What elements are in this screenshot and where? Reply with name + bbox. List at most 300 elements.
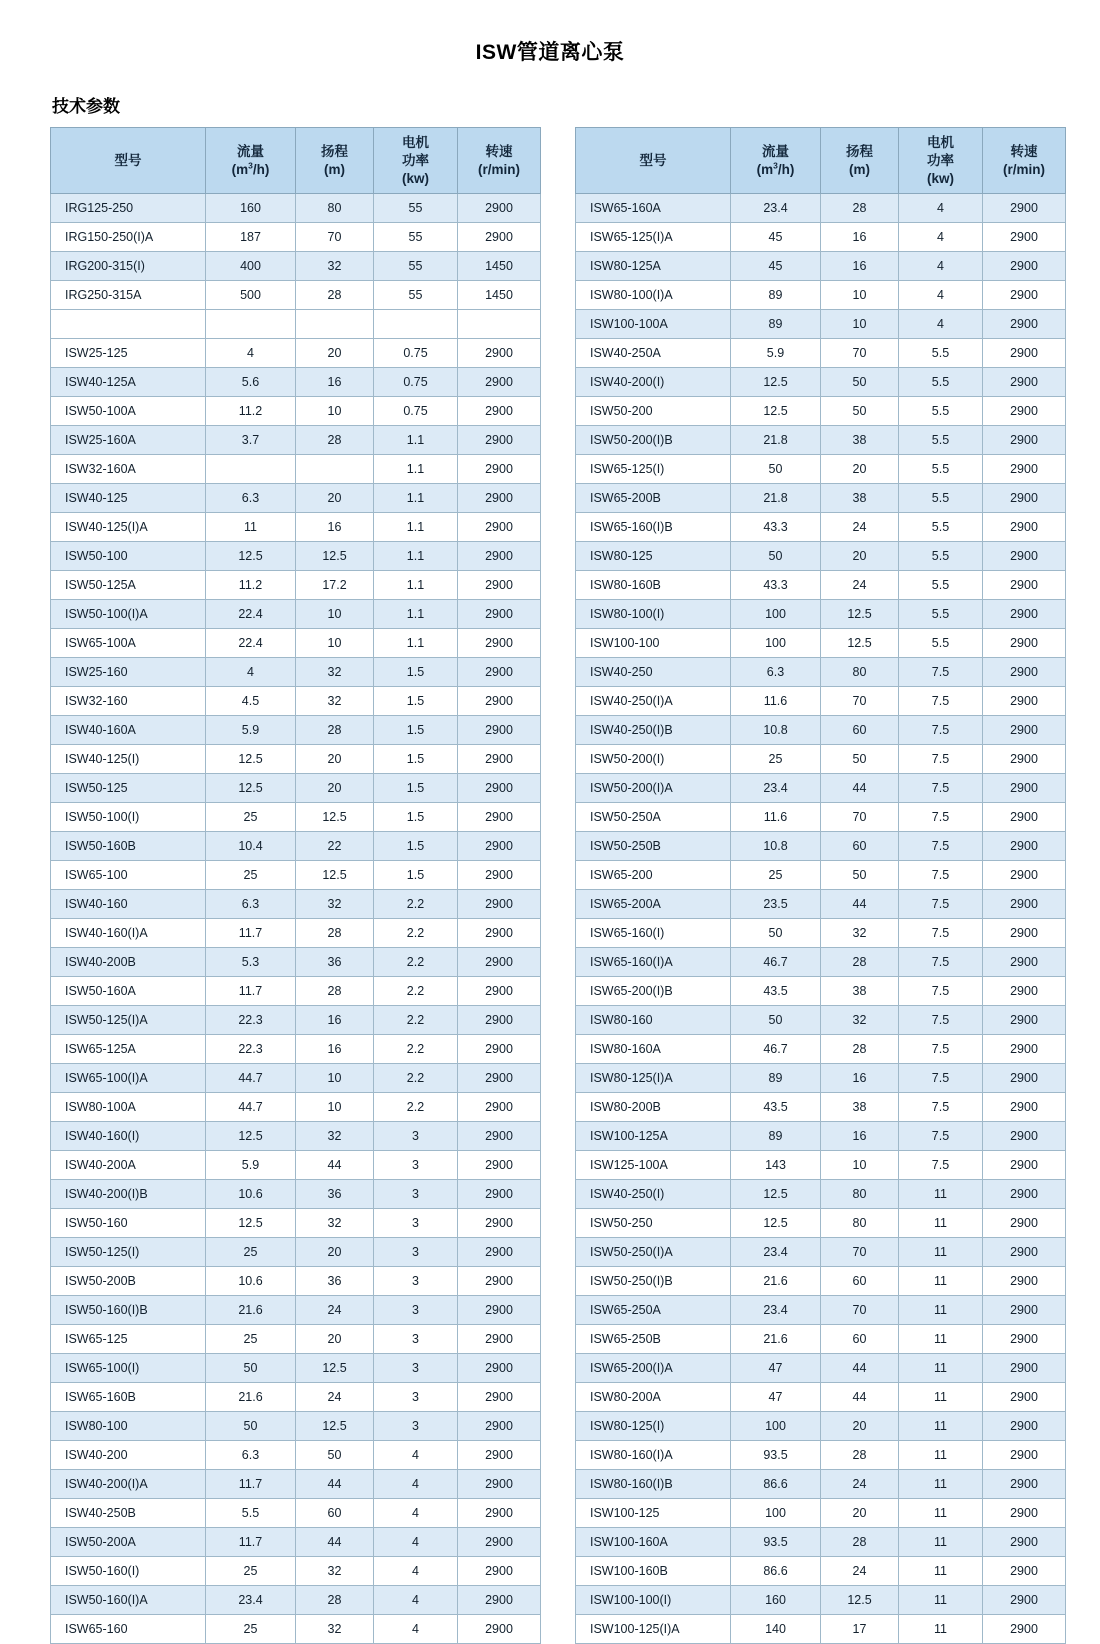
cell-flow: 86.6	[731, 1557, 821, 1586]
cell-model: ISW50-200(I)A	[576, 774, 731, 803]
speed-label-line2: (r/min)	[1003, 161, 1045, 177]
cell-model: ISW50-250B	[576, 832, 731, 861]
cell-head: 28	[821, 1528, 899, 1557]
cell-model: ISW40-250(I)B	[576, 716, 731, 745]
cell-head: 16	[821, 1064, 899, 1093]
cell-speed: 2900	[983, 194, 1066, 223]
cell-head: 70	[296, 223, 374, 252]
cell-power: 1.5	[374, 745, 458, 774]
table-row	[576, 803, 1066, 832]
cell-head: 36	[296, 948, 374, 977]
cell-model: ISW50-125(I)A	[51, 1006, 206, 1035]
cell-power: 1.1	[374, 629, 458, 658]
cell-flow: 12.5	[731, 397, 821, 426]
table-row	[576, 1528, 1066, 1557]
cell-flow: 43.5	[731, 977, 821, 1006]
power-label-line1: 电机	[927, 135, 954, 150]
cell-power: 7.5	[899, 948, 983, 977]
table-row	[576, 687, 1066, 716]
cell-speed: 2900	[983, 948, 1066, 977]
cell-power: 11	[899, 1180, 983, 1209]
table-row	[576, 281, 1066, 310]
cell-power: 4	[899, 194, 983, 223]
cell-model: ISW100-125(I)A	[576, 1615, 731, 1644]
cell-speed: 1450	[458, 252, 541, 281]
cell-head: 20	[821, 455, 899, 484]
cell-flow: 25	[206, 1238, 296, 1267]
cell-power: 0.75	[374, 339, 458, 368]
cell-flow: 3.7	[206, 426, 296, 455]
table-row	[51, 513, 541, 542]
table-row	[51, 1151, 541, 1180]
column-header-model: 型号	[51, 128, 206, 194]
column-header-head	[296, 128, 374, 194]
table-row	[576, 368, 1066, 397]
cell-flow: 5.9	[206, 716, 296, 745]
cell-speed: 2900	[983, 977, 1066, 1006]
cell-model: ISW80-200A	[576, 1383, 731, 1412]
cell-model: ISW40-200(I)B	[51, 1180, 206, 1209]
cell-model: ISW65-200	[576, 861, 731, 890]
cell-flow: 5.3	[206, 948, 296, 977]
cell-model: ISW50-200	[576, 397, 731, 426]
table-row	[51, 223, 541, 252]
cell-power: 1.5	[374, 861, 458, 890]
cell-speed: 2900	[458, 919, 541, 948]
table-row	[51, 890, 541, 919]
cell-flow: 44.7	[206, 1093, 296, 1122]
speed-label-line1: 转速	[1010, 143, 1038, 159]
cell-speed: 2900	[983, 774, 1066, 803]
cell-flow: 21.8	[731, 484, 821, 513]
table-row	[576, 1412, 1066, 1441]
cell-power: 7.5	[899, 1122, 983, 1151]
cell-model: ISW80-100A	[51, 1093, 206, 1122]
cell-head: 28	[296, 281, 374, 310]
cell-power	[374, 310, 458, 339]
cell-flow: 22.4	[206, 629, 296, 658]
cell-power: 2.2	[374, 1035, 458, 1064]
cell-speed: 2900	[983, 1615, 1066, 1644]
cell-flow: 46.7	[731, 948, 821, 977]
table-row	[576, 629, 1066, 658]
cell-speed: 2900	[983, 890, 1066, 919]
flow-label-line1: 流量	[762, 143, 789, 159]
cell-speed: 2900	[458, 1354, 541, 1383]
cell-speed: 2900	[983, 484, 1066, 513]
cell-flow: 25	[206, 861, 296, 890]
cell-speed: 2900	[983, 368, 1066, 397]
cell-speed: 2900	[458, 1122, 541, 1151]
table-row	[51, 1354, 541, 1383]
cell-head: 80	[296, 194, 374, 223]
cell-flow: 5.6	[206, 368, 296, 397]
table-row	[576, 1267, 1066, 1296]
cell-head: 50	[821, 397, 899, 426]
cell-flow: 6.3	[206, 484, 296, 513]
table-row	[576, 1093, 1066, 1122]
cell-power: 11	[899, 1470, 983, 1499]
cell-head: 10	[296, 600, 374, 629]
cell-model: ISW40-160(I)	[51, 1122, 206, 1151]
table-row	[576, 1499, 1066, 1528]
cell-power: 1.1	[374, 542, 458, 571]
cell-head: 20	[296, 774, 374, 803]
cell-model: ISW50-160(I)A	[51, 1586, 206, 1615]
cell-flow: 100	[731, 1412, 821, 1441]
cell-power: 11	[899, 1499, 983, 1528]
cell-model: IRG200-315(I)	[51, 252, 206, 281]
table-row	[51, 832, 541, 861]
table-row	[576, 1615, 1066, 1644]
cell-flow: 43.3	[731, 571, 821, 600]
cell-model: ISW100-100(I)	[576, 1586, 731, 1615]
cell-model: ISW65-250A	[576, 1296, 731, 1325]
table-row	[576, 977, 1066, 1006]
cell-model: ISW50-250(I)A	[576, 1238, 731, 1267]
cell-flow: 50	[731, 1006, 821, 1035]
cell-flow: 46.7	[731, 1035, 821, 1064]
cell-model: ISW125-100A	[576, 1151, 731, 1180]
cell-speed: 2900	[458, 1557, 541, 1586]
table-row	[576, 1209, 1066, 1238]
cell-speed: 2900	[458, 513, 541, 542]
cell-model: ISW50-250A	[576, 803, 731, 832]
cell-model: ISW65-100A	[51, 629, 206, 658]
table-row	[576, 1441, 1066, 1470]
cell-flow: 25	[731, 745, 821, 774]
cell-flow: 6.3	[206, 1441, 296, 1470]
table-row	[576, 1006, 1066, 1035]
cell-speed: 2900	[458, 194, 541, 223]
cell-model: ISW40-160(I)A	[51, 919, 206, 948]
cell-model: ISW65-125A	[51, 1035, 206, 1064]
cell-head: 70	[821, 1238, 899, 1267]
cell-flow: 93.5	[731, 1528, 821, 1557]
table-row	[576, 600, 1066, 629]
cell-speed: 2900	[458, 397, 541, 426]
cell-power: 7.5	[899, 919, 983, 948]
cell-power: 11	[899, 1238, 983, 1267]
cell-flow: 50	[206, 1354, 296, 1383]
table-row	[576, 542, 1066, 571]
cell-flow: 12.5	[206, 745, 296, 774]
cell-model: ISW100-160B	[576, 1557, 731, 1586]
cell-model: ISW25-125	[51, 339, 206, 368]
cell-head: 36	[296, 1267, 374, 1296]
cell-speed: 2900	[983, 513, 1066, 542]
cell-speed: 2900	[458, 774, 541, 803]
cell-flow: 11.7	[206, 977, 296, 1006]
cell-power: 3	[374, 1238, 458, 1267]
cell-power: 11	[899, 1325, 983, 1354]
cell-model: ISW65-125(I)	[576, 455, 731, 484]
cell-model	[51, 310, 206, 339]
table-row	[51, 977, 541, 1006]
table-row	[576, 832, 1066, 861]
cell-head: 60	[821, 832, 899, 861]
cell-model: ISW50-160A	[51, 977, 206, 1006]
table-row	[576, 1180, 1066, 1209]
cell-speed: 2900	[983, 1064, 1066, 1093]
cell-model: ISW80-160A	[576, 1035, 731, 1064]
flow-label-line2: $(m^3/h)$	[231, 160, 270, 177]
table-row	[51, 1122, 541, 1151]
cell-head: 38	[821, 426, 899, 455]
table-row	[51, 1180, 541, 1209]
cell-head: 44	[821, 774, 899, 803]
cell-model: ISW80-100(I)A	[576, 281, 731, 310]
cell-speed: 2900	[458, 571, 541, 600]
table-row	[576, 716, 1066, 745]
cell-speed: 2900	[983, 455, 1066, 484]
cell-head: 16	[296, 368, 374, 397]
cell-head: 16	[821, 252, 899, 281]
spec-table-left	[50, 127, 541, 1644]
cell-model: ISW40-250B	[51, 1499, 206, 1528]
cell-power: 55	[374, 223, 458, 252]
cell-flow: 22.3	[206, 1035, 296, 1064]
cell-model: ISW40-160	[51, 890, 206, 919]
cell-model: ISW50-100A	[51, 397, 206, 426]
cell-speed	[458, 310, 541, 339]
cell-speed: 2900	[458, 1267, 541, 1296]
table-row	[576, 1296, 1066, 1325]
cell-power: 11	[899, 1441, 983, 1470]
cell-model: ISW40-200A	[51, 1151, 206, 1180]
cell-head: 10	[296, 629, 374, 658]
cell-head: 80	[821, 658, 899, 687]
cell-flow: 4	[206, 339, 296, 368]
cell-head: 60	[821, 1325, 899, 1354]
table-row	[576, 339, 1066, 368]
cell-head: 22	[296, 832, 374, 861]
cell-power: 55	[374, 281, 458, 310]
cell-head: 32	[821, 919, 899, 948]
cell-model: ISW65-160B	[51, 1383, 206, 1412]
cell-power: 1.5	[374, 687, 458, 716]
cell-head: 12.5	[821, 600, 899, 629]
flow-label-line1: 流量	[237, 143, 264, 159]
cell-speed: 2900	[458, 890, 541, 919]
cell-head: 10	[296, 1064, 374, 1093]
cell-flow: 23.4	[731, 774, 821, 803]
cell-flow: 5.9	[206, 1151, 296, 1180]
cell-power: 11	[899, 1209, 983, 1238]
cell-power: 3	[374, 1180, 458, 1209]
table-row	[51, 455, 541, 484]
cell-model: ISW65-160(I)A	[576, 948, 731, 977]
table-row	[576, 919, 1066, 948]
cell-speed: 2900	[983, 1296, 1066, 1325]
table-row-spacer	[51, 310, 541, 339]
cell-model: ISW25-160	[51, 658, 206, 687]
cell-speed: 2900	[983, 919, 1066, 948]
cell-model: ISW40-250A	[576, 339, 731, 368]
cell-flow: 12.5	[731, 1209, 821, 1238]
table-row	[51, 948, 541, 977]
cell-speed: 2900	[458, 861, 541, 890]
cell-flow: 12.5	[206, 774, 296, 803]
cell-model: ISW40-125	[51, 484, 206, 513]
cell-power: 2.2	[374, 1093, 458, 1122]
cell-head: 24	[821, 571, 899, 600]
cell-model: ISW50-250(I)B	[576, 1267, 731, 1296]
cell-power: 4	[374, 1528, 458, 1557]
cell-model: ISW40-200(I)	[576, 368, 731, 397]
cell-model: ISW32-160	[51, 687, 206, 716]
cell-model: ISW40-200(I)A	[51, 1470, 206, 1499]
cell-model: ISW50-100(I)	[51, 803, 206, 832]
cell-speed: 2900	[458, 1035, 541, 1064]
cell-power: 7.5	[899, 832, 983, 861]
cell-flow: 43.5	[731, 1093, 821, 1122]
cell-speed: 2900	[983, 1354, 1066, 1383]
head-label-line2: (m)	[324, 161, 345, 177]
cell-head: 12.5	[296, 1354, 374, 1383]
cell-flow: 21.6	[731, 1325, 821, 1354]
cell-speed: 2900	[458, 1383, 541, 1412]
cell-flow: 89	[731, 281, 821, 310]
head-label-line2: (m)	[849, 161, 870, 177]
cell-head: 28	[296, 1586, 374, 1615]
cell-power: 1.5	[374, 774, 458, 803]
cell-power: 11	[899, 1615, 983, 1644]
cell-speed: 2900	[458, 1441, 541, 1470]
table-header-left	[51, 128, 541, 194]
table-row	[51, 1325, 541, 1354]
cell-flow: 10.8	[731, 832, 821, 861]
cell-head: 80	[821, 1209, 899, 1238]
cell-power: 11	[899, 1354, 983, 1383]
cell-head: 44	[296, 1151, 374, 1180]
cell-flow: 89	[731, 310, 821, 339]
cell-speed: 2900	[983, 1499, 1066, 1528]
table-row	[51, 1470, 541, 1499]
cell-speed: 2900	[983, 397, 1066, 426]
cell-power: 4	[374, 1615, 458, 1644]
cell-power: 1.1	[374, 484, 458, 513]
cell-speed: 2900	[983, 1180, 1066, 1209]
cell-model: ISW80-125	[576, 542, 731, 571]
cell-flow: 47	[731, 1354, 821, 1383]
cell-head: 17.2	[296, 571, 374, 600]
cell-power: 4	[374, 1470, 458, 1499]
cell-power: 3	[374, 1412, 458, 1441]
cell-speed: 2900	[458, 1470, 541, 1499]
cell-speed: 2900	[458, 1325, 541, 1354]
cell-flow: 23.4	[731, 194, 821, 223]
cell-flow: 86.6	[731, 1470, 821, 1499]
table-body-right	[576, 194, 1066, 1644]
cell-speed: 2900	[983, 571, 1066, 600]
cell-head: 50	[821, 861, 899, 890]
cell-head: 60	[296, 1499, 374, 1528]
table-row	[576, 513, 1066, 542]
table-row	[51, 194, 541, 223]
table-row	[51, 745, 541, 774]
cell-flow: 11.6	[731, 803, 821, 832]
cell-flow: 12.5	[206, 1209, 296, 1238]
cell-head: 32	[296, 1209, 374, 1238]
table-row	[576, 426, 1066, 455]
cell-power: 3	[374, 1354, 458, 1383]
cell-head: 12.5	[821, 629, 899, 658]
cell-power: 1.1	[374, 455, 458, 484]
cell-power: 7.5	[899, 716, 983, 745]
table-header-right	[576, 128, 1066, 194]
cell-model: ISW80-100(I)	[576, 600, 731, 629]
cell-speed: 2900	[458, 426, 541, 455]
speed-label-line1: 转速	[485, 143, 513, 159]
cell-speed: 2900	[983, 252, 1066, 281]
cell-power: 1.1	[374, 571, 458, 600]
cell-flow: 21.8	[731, 426, 821, 455]
cell-head: 16	[821, 223, 899, 252]
cell-head: 20	[296, 745, 374, 774]
cell-power: 7.5	[899, 890, 983, 919]
cell-head: 44	[296, 1528, 374, 1557]
table-row	[576, 774, 1066, 803]
cell-flow: 5.5	[206, 1499, 296, 1528]
cell-model: ISW50-250	[576, 1209, 731, 1238]
power-label-line2: 功率	[927, 152, 954, 168]
cell-model: ISW50-100(I)A	[51, 600, 206, 629]
cell-speed: 2900	[983, 1557, 1066, 1586]
table-row	[51, 1586, 541, 1615]
cell-head: 12.5	[296, 803, 374, 832]
cell-speed: 2900	[458, 600, 541, 629]
cell-power: 0.75	[374, 368, 458, 397]
cell-model: ISW40-160A	[51, 716, 206, 745]
cell-flow: 44.7	[206, 1064, 296, 1093]
cell-power: 7.5	[899, 1006, 983, 1035]
cell-power: 2.2	[374, 948, 458, 977]
cell-power: 7.5	[899, 774, 983, 803]
cell-speed: 2900	[983, 1383, 1066, 1412]
cell-power: 5.5	[899, 455, 983, 484]
cell-power: 1.5	[374, 803, 458, 832]
cell-speed: 2900	[458, 1586, 541, 1615]
cell-speed: 2900	[458, 1006, 541, 1035]
cell-model: ISW65-160(I)B	[576, 513, 731, 542]
cell-power: 7.5	[899, 1093, 983, 1122]
cell-head: 70	[821, 687, 899, 716]
cell-head: 16	[296, 1035, 374, 1064]
cell-head: 70	[821, 803, 899, 832]
table-row	[576, 1470, 1066, 1499]
cell-speed: 2900	[458, 832, 541, 861]
cell-model: IRG125-250	[51, 194, 206, 223]
cell-flow: 11.2	[206, 397, 296, 426]
table-row	[576, 1122, 1066, 1151]
cell-head: 12.5	[296, 1412, 374, 1441]
table-row	[51, 397, 541, 426]
cell-flow: 21.6	[731, 1267, 821, 1296]
cell-power: 2.2	[374, 1064, 458, 1093]
cell-flow: 6.3	[731, 658, 821, 687]
cell-head: 10	[296, 1093, 374, 1122]
cell-speed: 2900	[983, 832, 1066, 861]
table-row	[51, 1064, 541, 1093]
cell-model: ISW40-250(I)A	[576, 687, 731, 716]
cell-model: ISW65-125(I)A	[576, 223, 731, 252]
column-header-speed	[983, 128, 1066, 194]
cell-head: 70	[821, 339, 899, 368]
table-row	[51, 1035, 541, 1064]
cell-flow: 100	[731, 600, 821, 629]
table-row	[576, 861, 1066, 890]
